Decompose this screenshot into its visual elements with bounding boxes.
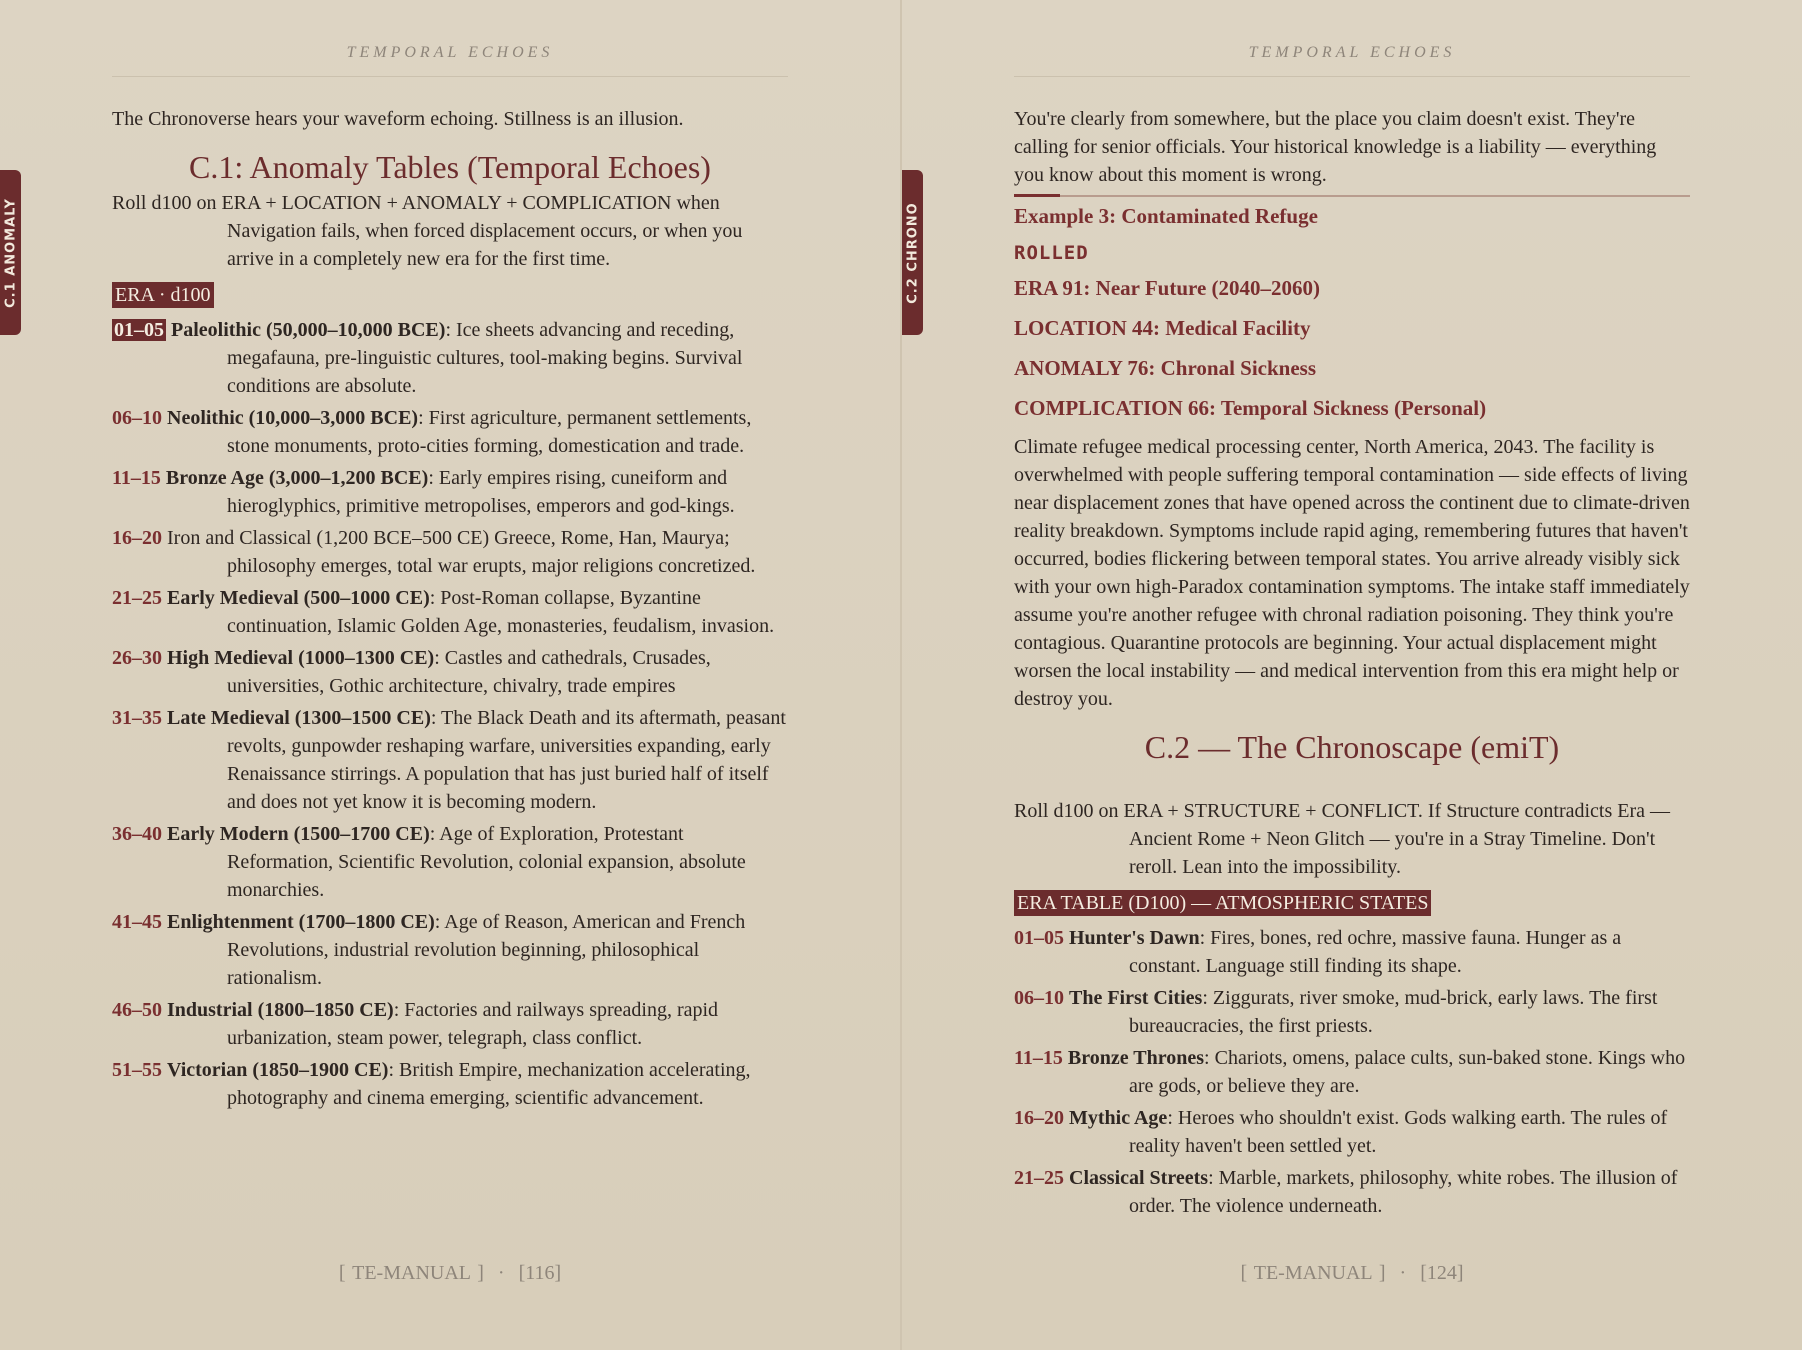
running-head: TEMPORAL ECHOES: [1248, 44, 1456, 61]
entry-description: Iron and Classical (1,200 BCE–500 CE) Greece, Rome, Han, Maurya; philosophy emerges, total war erupts, major religions concretized.: [167, 527, 756, 577]
table-entry: [112, 644, 788, 700]
example-body: Climate refugee medical processing center, North America, 2043. The facility is overwhelmed with people suffering temporal contamination — side effects of living near displacement zones that have opened across the continent due to climate-driven reality breakdown. Symptoms include rapid aging, remembering futures that haven't occurred, bodies flickering between temporal states. You arrive already visibly sick with your own high-Paradox contamination symptoms. The intake staff immediately assume you're another refugee with chronal radiation poisoning. They think you're contagious. Quarantine protocols are beginning. Your actual displacement might worsen the local instability — and medical intervention from this era might help or destroy you.: [1014, 436, 1690, 710]
roll-result: LOCATION 44: Medical Facility: [1014, 316, 1311, 340]
left-page: [0, 0, 900, 1350]
table-entry: [112, 704, 788, 816]
table-entry: [1014, 1164, 1690, 1220]
entry-description: : Ice sheets advancing and receding, megafauna, pre-linguistic cultures, tool-making begins. Survival conditions are absolute.: [227, 319, 743, 397]
entry-range: 06–10: [112, 407, 162, 429]
roll-results: [1014, 273, 1690, 423]
entry-name: The First Cities: [1069, 987, 1203, 1009]
roll-result: ERA 91: Near Future (2040–2060): [1014, 276, 1321, 300]
entry-description: : First agriculture, permanent settlements, stone monuments, proto-cities forming, domestication and trade.: [227, 407, 752, 457]
right-content: [1014, 105, 1690, 1224]
section-title: C.2 — The Chronoscape (emiT): [1144, 729, 1560, 765]
entry-range: 16–20: [1014, 1107, 1064, 1129]
lead-text: The Chronoverse hears your waveform echoing. Stillness is an illusion.: [112, 108, 684, 130]
entry-range: 46–50: [112, 999, 162, 1021]
table-entry: [112, 996, 788, 1052]
header-rule: [1014, 76, 1690, 77]
table-entry: [112, 524, 788, 580]
intro-text: Roll d100 on ERA + LOCATION + ANOMALY + COMPLICATION when Navigation fails, when forced displacement occurs, or when you arrive in a completely new era for the first time.: [112, 192, 743, 270]
entry-range: 11–15: [112, 467, 161, 489]
entry-name: Late Medieval (1300–1500 CE): [167, 707, 431, 729]
roll-result: ANOMALY 76: Chronal Sickness: [1014, 356, 1317, 380]
page-number: [116]: [518, 1262, 562, 1284]
section-title: C.1: Anomaly Tables (Temporal Echoes): [189, 149, 711, 185]
entry-description: : Chariots, omens, palace cults, sun-baked stone. Kings who are gods, or believe they are.: [1129, 1047, 1686, 1097]
left-content: [112, 105, 788, 1116]
header-rule: [112, 76, 788, 77]
entry-range: 51–55: [112, 1059, 162, 1081]
example-divider: [1014, 195, 1690, 197]
example-title: Example 3: Contaminated Refuge: [1014, 204, 1318, 228]
entry-range: 41–45: [112, 911, 162, 933]
table-label: ERA TABLE (D100) — ATMOSPHERIC STATES: [1014, 890, 1431, 916]
entry-description: : Ziggurats, river smoke, mud-brick, early laws. The first bureaucracies, the first priests.: [1129, 987, 1658, 1037]
side-tab-label: C.1 ANOMALY: [3, 197, 18, 308]
running-head: TEMPORAL ECHOES: [346, 44, 554, 61]
table-entry: [112, 584, 788, 640]
entry-description: : Marble, markets, philosophy, white robes. The illusion of order. The violence underneath.: [1129, 1167, 1678, 1217]
entry-description: : The Black Death and its aftermath, peasant revolts, gunpowder reshaping warfare, universities expanding, early Renaissance stirrings. A population that has just buried half of itself and does not yet know it is becoming modern.: [227, 707, 786, 813]
right-page: [902, 0, 1802, 1350]
entry-description: : Early empires rising, cuneiform and hieroglyphics, primitive metropolises, emperors and god-kings.: [227, 467, 735, 517]
lead-text: You're clearly from somewhere, but the place you claim doesn't exist. They're calling for senior officials. Your historical knowledge is a liability — everything you know about this moment is wrong.: [1014, 108, 1657, 186]
entry-range: 26–30: [112, 647, 162, 669]
footer-separator: ·: [1399, 1262, 1407, 1284]
table-entry: [112, 464, 788, 520]
entry-name: Paleolithic (50,000–10,000 BCE): [171, 319, 446, 341]
entry-name: Hunter's Dawn: [1069, 927, 1200, 949]
table-entry: [1014, 924, 1690, 980]
page-number: [124]: [1420, 1262, 1464, 1284]
roll-result: COMPLICATION 66: Temporal Sickness (Personal): [1014, 396, 1487, 420]
entry-range: 16–20: [112, 527, 162, 549]
entry-description: : Castles and cathedrals, Crusades, universities, Gothic architecture, chivalry, trade empires: [227, 647, 711, 697]
entry-name: Enlightenment (1700–1800 CE): [167, 911, 435, 933]
entry-description: : Age of Exploration, Protestant Reformation, Scientific Revolution, colonial expansion, absolute monarchies.: [227, 823, 746, 901]
entry-name: Neolithic (10,000–3,000 BCE): [167, 407, 419, 429]
entry-description: : Post-Roman collapse, Byzantine continuation, Islamic Golden Age, monasteries, feudalism, invasion.: [227, 587, 775, 637]
side-tab-chrono[interactable]: [902, 170, 923, 335]
entry-range: 21–25: [1014, 1167, 1064, 1189]
table-entry: [112, 820, 788, 904]
entry-name: Classical Streets: [1069, 1167, 1209, 1189]
entry-name: Bronze Thrones: [1067, 1047, 1205, 1069]
table-entry: [112, 316, 788, 400]
table-entry: [1014, 1044, 1690, 1100]
entry-name: Industrial (1800–1850 CE): [167, 999, 394, 1021]
entry-name: Mythic Age: [1069, 1107, 1168, 1129]
entry-name: Victorian (1850–1900 CE): [167, 1059, 389, 1081]
table-entry: [1014, 1104, 1690, 1160]
entry-range: 01–05: [114, 319, 164, 341]
entry-description: : Heroes who shouldn't exist. Gods walking earth. The rules of reality haven't been settled yet.: [1129, 1107, 1668, 1157]
entry-range: 36–40: [112, 823, 162, 845]
table-entry: [112, 908, 788, 992]
intro-text: Roll d100 on ERA + STRUCTURE + CONFLICT. If Structure contradicts Era — Ancient Rome + Neon Glitch — you're in a Stray Timeline. Don't reroll. Lean into the impossibility.: [1014, 800, 1671, 878]
era-table: [112, 316, 788, 1112]
page-footer: [1014, 1262, 1690, 1285]
entry-range: 06–10: [1014, 987, 1064, 1009]
entry-description: : Factories and railways spreading, rapid urbanization, steam power, telegraph, class conflict.: [227, 999, 719, 1049]
rolled-label: ROLLED: [1014, 242, 1089, 264]
entry-range: 01–05: [1014, 927, 1064, 949]
table-entry: [112, 1056, 788, 1112]
entry-description: : Fires, bones, red ochre, massive fauna. Hunger as a constant. Language still finding its shape.: [1129, 927, 1622, 977]
entry-description: : Age of Reason, American and French Revolutions, industrial revolution beginning, philosophical rationalism.: [227, 911, 746, 989]
table-label: ERA · d100: [112, 282, 214, 308]
entry-description: : British Empire, mechanization accelerating, photography and cinema emerging, scientific advancement.: [227, 1059, 751, 1109]
footer-manual: [ TE-MANUAL ]: [1240, 1262, 1386, 1284]
page-footer: [112, 1262, 788, 1285]
table-entry: [1014, 984, 1690, 1040]
entry-range: 21–25: [112, 587, 162, 609]
entry-name: Early Medieval (500–1000 CE): [167, 587, 430, 609]
side-tab-anomaly[interactable]: [0, 170, 21, 335]
era-table: [1014, 924, 1690, 1220]
entry-name: Bronze Age (3,000–1,200 BCE): [165, 467, 429, 489]
table-entry: [112, 404, 788, 460]
entry-name: High Medieval (1000–1300 CE): [167, 647, 435, 669]
footer-manual: [ TE-MANUAL ]: [338, 1262, 484, 1284]
side-tab-label: C.2 CHRONO: [905, 201, 920, 304]
entry-range: 31–35: [112, 707, 162, 729]
footer-separator: ·: [497, 1262, 505, 1284]
entry-range: 11–15: [1014, 1047, 1063, 1069]
entry-name: Early Modern (1500–1700 CE): [167, 823, 430, 845]
